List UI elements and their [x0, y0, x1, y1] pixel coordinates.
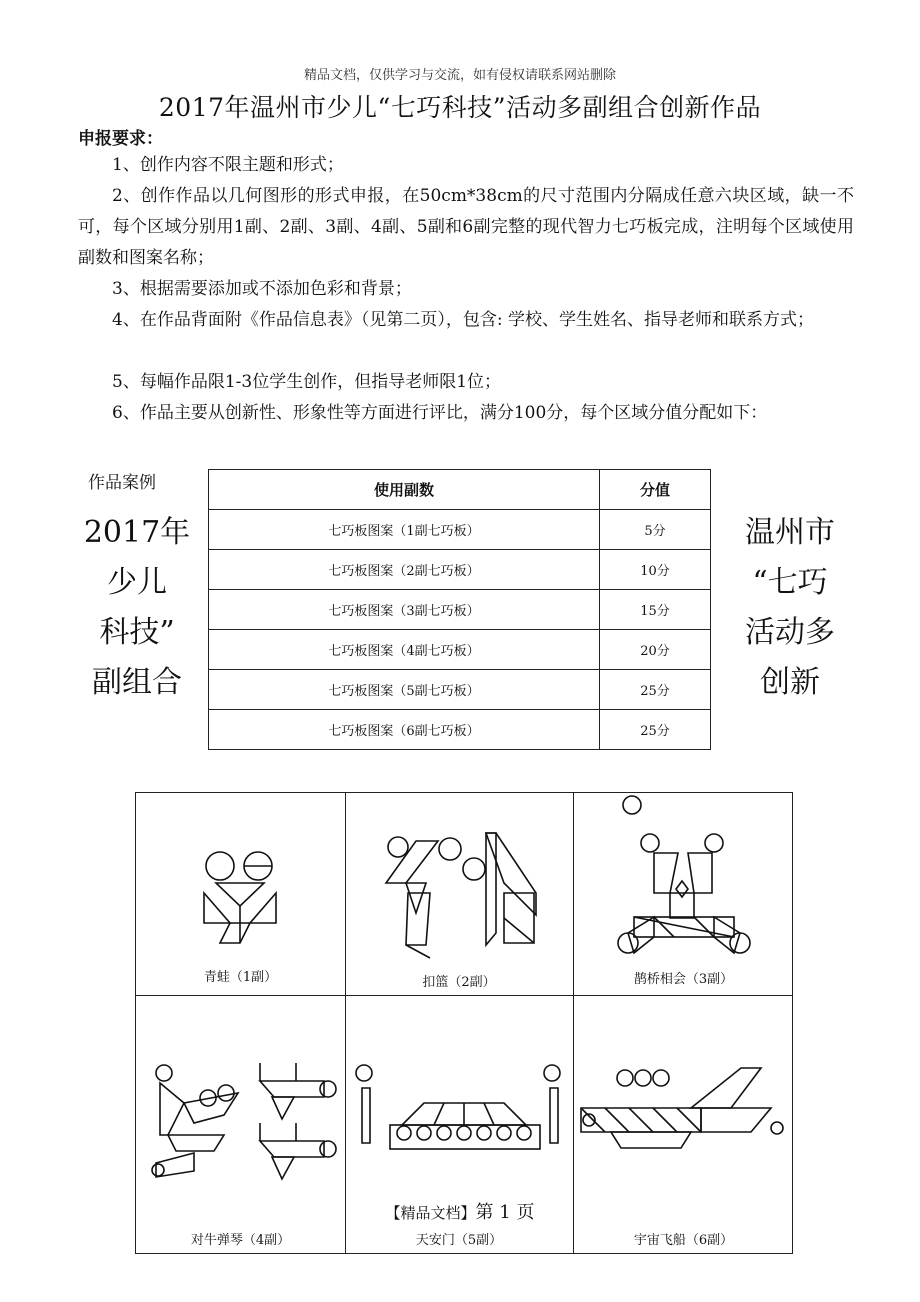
requirements-heading: 申报要求：: [78, 129, 163, 149]
tiananmen-figure: [354, 1063, 574, 1163]
requirement-6: 6、作品主要从创新性、形象性等方面进行评比，满分100分，每个区域分值分配如下：: [112, 403, 768, 423]
table-cell: 25分: [600, 670, 711, 710]
page-number: 第 1 页: [475, 1202, 535, 1223]
requirement-5: 5、每幅作品限1-3位学生创作，但指导老师限1位；: [112, 372, 502, 392]
frog-figure: [196, 848, 286, 948]
table-cell: 七巧板图案（6副七巧板）: [209, 710, 600, 750]
magpie-bridge-figure: [614, 793, 754, 963]
side-left-line: 科技”: [99, 615, 175, 650]
table-cell: 七巧板图案（4副七巧板）: [209, 630, 600, 670]
side-text-left: [72, 508, 202, 708]
column-header-score: 分值: [600, 470, 711, 510]
caption-tiananmen: 天安门（5副）: [415, 1233, 503, 1248]
table-cell: 15分: [600, 590, 711, 630]
case-label: 作品案例: [88, 473, 156, 493]
page-footer: [0, 1198, 920, 1224]
gallery-divider: [136, 995, 792, 996]
side-right-line: 活动多: [745, 615, 835, 650]
gallery-divider: [573, 793, 574, 1253]
side-text-right: [730, 508, 850, 708]
caption-frog: 青蛙（1副）: [203, 970, 278, 985]
table-row: [209, 590, 711, 630]
table-cell: 10分: [600, 550, 711, 590]
example-gallery: [135, 792, 793, 1254]
table-cell: 20分: [600, 630, 711, 670]
table-header-row: [209, 470, 711, 510]
table-row: [209, 670, 711, 710]
requirement-1: 1、创作内容不限主题和形式；: [112, 155, 344, 175]
dunk-figure: [386, 833, 536, 958]
caption-cow: 对牛弹琴（4副）: [190, 1233, 291, 1248]
side-right-line: “七巧: [752, 565, 828, 600]
table-cell: 七巧板图案（2副七巧板）: [209, 550, 600, 590]
table-row: [209, 510, 711, 550]
caption-magpie-bridge: 鹊桥相会（3副）: [633, 972, 734, 987]
table-cell: 25分: [600, 710, 711, 750]
spaceship-figure: [581, 1068, 781, 1158]
table-row: [209, 550, 711, 590]
table-cell: 5分: [600, 510, 711, 550]
table-cell: 七巧板图案（5副七巧板）: [209, 670, 600, 710]
footer-bracket-label: 【精品文档】: [385, 1204, 476, 1222]
table-row: [209, 630, 711, 670]
side-right-line: 创新: [760, 665, 820, 700]
table-cell: 七巧板图案（1副七巧板）: [209, 510, 600, 550]
requirement-2: 2、创作作品以几何图形的形式申报，在50cm*38cm的尺寸范围内分隔成任意六块区域，缺一不可，每个区域分别用1副、2副、3副、4副、5副和6副完整的现代智力七巧板完成，注明每个区域使用副数和图案名称；: [78, 186, 854, 268]
table-cell: 七巧板图案（3副七巧板）: [209, 590, 600, 630]
cow-figure: [154, 1063, 334, 1183]
requirement-3: 3、根据需要添加或不添加色彩和背景；: [112, 279, 412, 299]
side-left-line: 少儿: [107, 565, 167, 600]
caption-spaceship: 宇宙飞船（6副）: [633, 1233, 734, 1248]
side-right-line: 温州市: [745, 515, 835, 550]
table-row: [209, 710, 711, 750]
side-left-line: 2017年: [83, 515, 191, 550]
watermark-text: 精品文档，仅供学习与交流，如有侵权请联系网站删除: [303, 68, 616, 83]
score-table: [208, 469, 711, 750]
gallery-divider: [345, 793, 346, 1253]
column-header-usage: 使用副数: [209, 470, 600, 510]
side-left-line: 副组合: [92, 665, 182, 700]
requirement-4: 4、在作品背面附《作品信息表》（见第二页），包含: 学校、学生姓名、指导老师和联系方式；: [112, 310, 814, 330]
caption-dunk: 扣篮（2副）: [422, 975, 496, 990]
page-title: 2017年温州市少儿“七巧科技”活动多副组合创新作品: [158, 93, 762, 122]
